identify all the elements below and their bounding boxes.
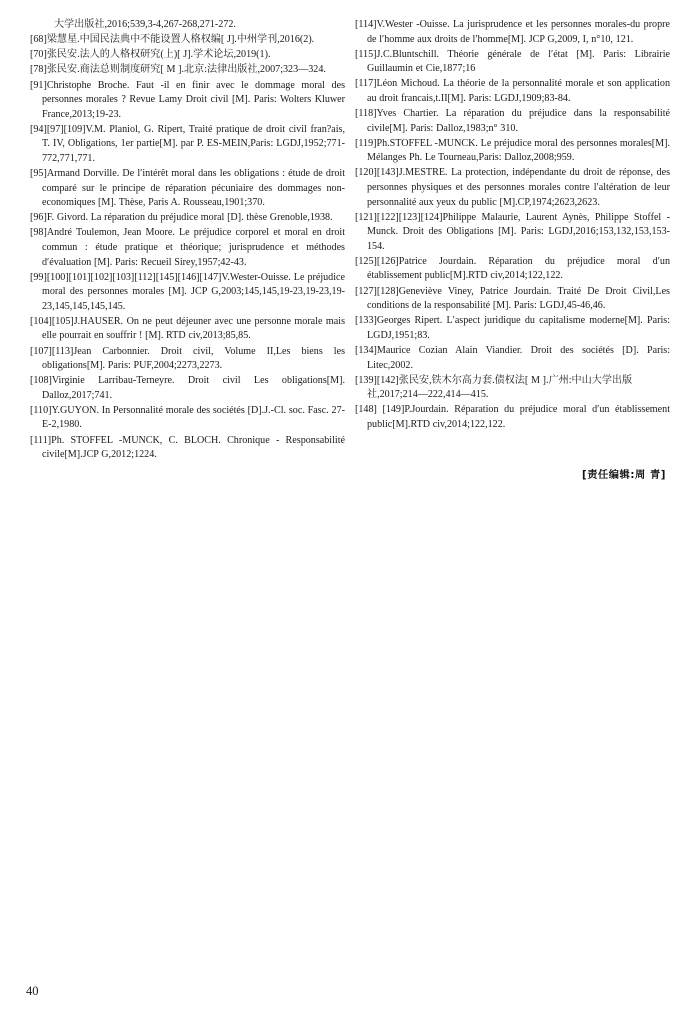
reference-entry: [107][113]Jean Carbonnier. Droit civil, Volume II,Les biens les obligations[M]. Paris: PUF,2004;2273,2273.	[30, 345, 345, 372]
responsible-editor-note: [责任编辑:周 青]	[581, 470, 666, 482]
reference-entry: [108]Virginie Larribau-Terneyre. Droit civil Les obligations[M]. Dalloz,2017;741.	[30, 375, 345, 401]
reference-entry: [125][126]Patrice Jourdain. Réparation du préjudice moral d′un établissement public[M].RTD civ,2014;122,122.	[355, 255, 670, 282]
reference-entry: [94][97][109]V.M. Planiol, G. Ripert, Traité pratique de droit civil fran?ais, T. IV, Obligations, 1er partie[M]. par P. ES-MEIN,Paris: LGDJ,1952;771-772,771,771.	[30, 123, 345, 164]
reference-entry: [110]Y.GUYON. In Personnalité morale des sociétés [D].J.-Cl. soc. Fasc. 27-E-2,1980.	[30, 404, 345, 431]
reference-entry: [68]梁慧星.中国民法典中不能设置人格权编[ J].中州学刊,2016(2).	[30, 34, 315, 46]
reference-entry: [134]Maurice Cozian Alain Viandier. Droit des sociétés [D]. Paris: Litec,2002.	[355, 344, 670, 371]
reference-entry: [133]Georges Ripert. L′aspect juridique du capitalisme moderne[M]. Paris: LGDJ,1951;83.	[355, 315, 670, 341]
reference-entry: [121][122][123][124]Philippe Malaurie, Laurent Aynès, Philippe Stoffel -Munck. Droit des Obligations [M]. Paris: LGDJ,2016;153,132,153,153-154.	[355, 211, 670, 252]
reference-entry: [118]Yves Chartier. La réparation du préjudice dans la responsabilité civile[M]. Paris: Dalloz,1983;n° 310.	[355, 108, 670, 134]
reference-entry: [114]V.Wester -Ouisse. La jurisprudence et les personnes morales-du propre de l′homme aux droits de l′homme[M]. JCP G,2009, I, n°10, 121.	[355, 19, 670, 45]
two-column-body	[0, 18, 700, 481]
reference-entry: 大学出版社,2016;539,3-4,267-268,271-272.	[54, 19, 236, 30]
reference-entry: [117]Léon Michoud. La théorie de la personnalité morale et son application au droit francais,t.II[M]. Paris: LGDJ,1909;83-84.	[355, 78, 670, 104]
reference-entry: [98]André Toulemon, Jean Moore. Le préjudice corporel et moral en droit commun : étude pratique et théorique; jurisprudence et méthodes d′évaluation [M]. Paris: Recueil Sirey,1957;42-43.	[30, 227, 345, 268]
reference-entry: [127][128]Geneviève Viney, Patrice Jourdain. Traité De Droit Civil,Les conditions de la responsabilité [M]. Paris: LGDJ,45-46,46.	[355, 285, 670, 312]
reference-column-right	[355, 18, 670, 481]
reference-column-left	[30, 18, 345, 463]
page-number: 40	[26, 984, 39, 998]
reference-entry: [111]Ph. STOFFEL -MUNCK, C. BLOCH. Chronique - Responsabilité civile[M].JCP G,2012;1224.	[30, 434, 345, 461]
reference-entry: [148] [149]P.Jourdain. Réparation du préjudice moral d′un établissement public[M].RTD civ,2014;122,122.	[355, 404, 670, 430]
reference-entry: [70]张民安.法人的人格权研究(上)[ J].学术论坛,2019(1).	[30, 49, 271, 61]
reference-entry: [119]Ph.STOFFEL -MUNCK. Le préjudice moral des personnes morales[M]. Mélanges Ph. Le Tourneau,Paris: Dalloz,2008;959.	[355, 137, 671, 164]
reference-entry: [104][105]J.HAUSER. On ne peut déjeuner avec une personne morale mais elle pourrait en souffrir ! [M]. RTD civ,2013;85,85.	[30, 315, 345, 342]
reference-entry: [91]Christophe Broche. Faut -il en finir avec le dommage moral des personnes morales ? Revue Lamy Droit civil [M]. Paris: Wolters Kluwer France,2013;19-23.	[30, 79, 345, 120]
reference-entry: [78]张民安.商法总则制度研究[ M ].北京:法律出版社,2007;323—324.	[30, 64, 326, 76]
reference-entry: [115]J.C.Bluntschill. Théorie générale de l′état [M]. Paris: Librairie Guillaumin et Cie,1877;16	[355, 48, 670, 75]
reference-entry: [120][143]J.MESTRE. La protection, indépendante du droit de réponse, des personnes physiques et des personnes morales contre l′altération de leur personnalité aux yeux du public [M].CP,1974;2623,2623.	[355, 167, 670, 208]
reference-entry: [99][100][101][102][103][112][145][146][147]V.Wester-Ouisse. Le préjudice moral des personnes morales [M]. JCP G,2003;145,145,19-23,19-23,19-23,145,145,145,145.	[30, 271, 345, 312]
reference-entry: [96]F. Givord. La réparation du préjudice moral [D]. thèse Grenoble,1938.	[30, 212, 333, 224]
reference-entry: [139][142]张民安,铁木尔高力套.债权法[ M ].广州:中山大学出版社,2017;214—222,414—415.	[355, 374, 633, 401]
reference-entry: [95]Armand Dorville. De l′intérêt moral dans les obligations : étude de droit comparé sur le principe de réparation pécuniaire des dommages non-economiques [M]. Thèse, Paris A. Rousseau,1901;370.	[30, 168, 345, 209]
